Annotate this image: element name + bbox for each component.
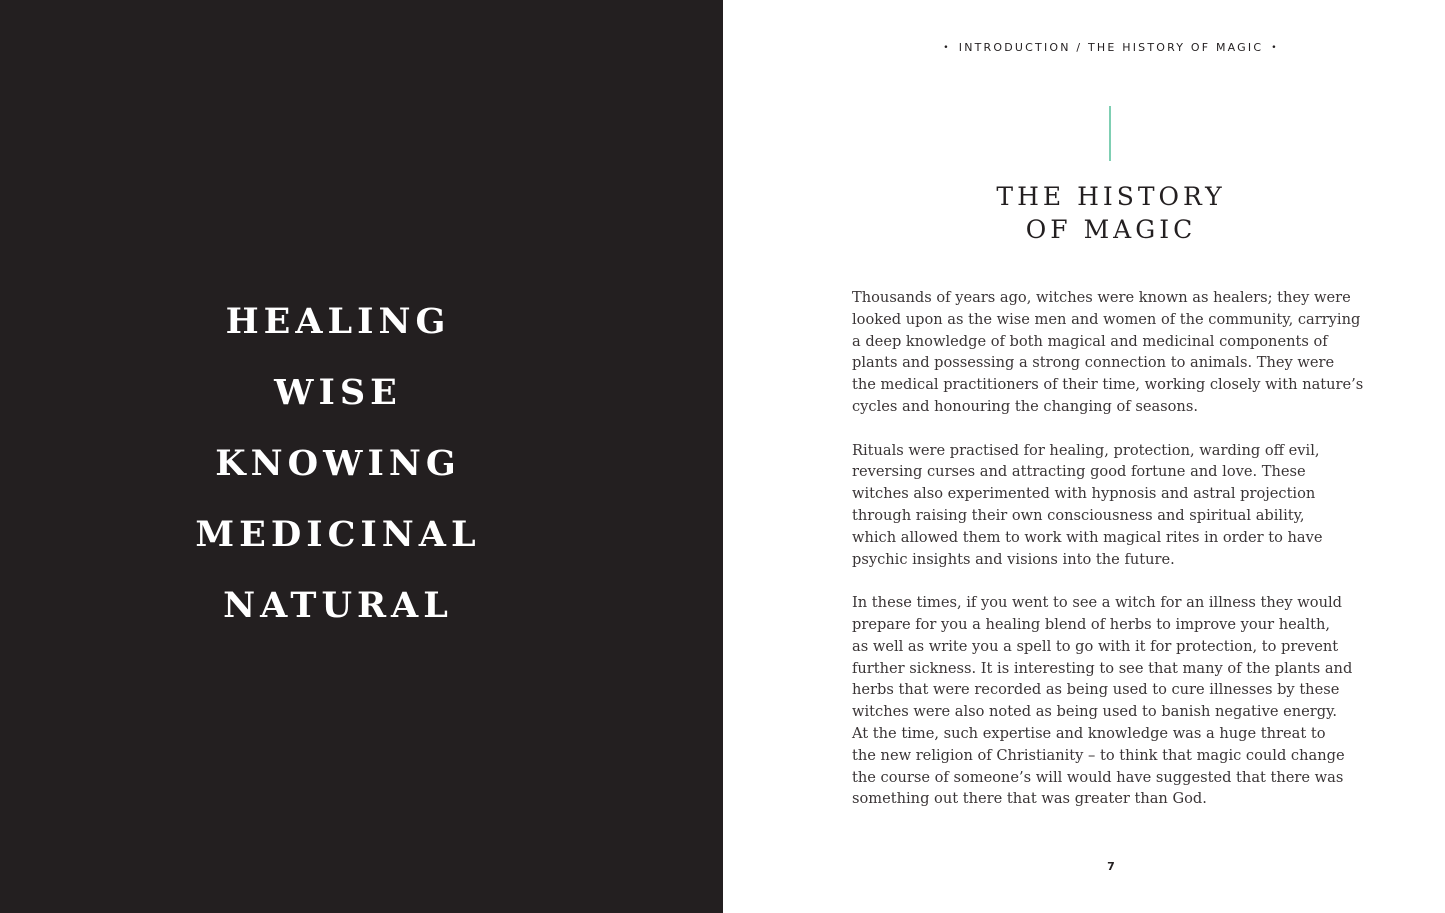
keyword-natural: NATURAL bbox=[223, 585, 453, 626]
keyword-healing: HEALING bbox=[225, 301, 451, 342]
body-text bbox=[852, 287, 1382, 832]
keyword-knowing: KNOWING bbox=[215, 443, 461, 484]
chapter-title bbox=[723, 180, 1445, 246]
running-head-text: INTRODUCTION / THE HISTORY OF MAGIC bbox=[958, 41, 1264, 54]
keyword-list bbox=[0, 286, 676, 641]
paragraph-1: Thousands of years ago, witches were known as healers; they were looked upon as the wise men and women of the community, carrying a deep knowledge of both magical and medicinal components of plants and possessing a strong connection to animals. They were the medical practitioners of their time, working closely with nature’s cycles and honouring the changing of seasons. bbox=[852, 289, 1364, 415]
accent-rule bbox=[1109, 106, 1111, 161]
chapter-title-line-1: THE HISTORY bbox=[996, 182, 1226, 211]
bullet-left: • bbox=[943, 43, 951, 53]
running-head bbox=[723, 41, 1445, 54]
paragraph-3: In these times, if you went to see a witch for an illness they would prepare for you a healing blend of herbs to improve your health, as well as write you a spell to go with it for protection, to prevent further sickness. It is interesting to see that many of the plants and herbs that were recorded as being used to cure illnesses by these witches were also noted as being used to banish negative energy. At the time, such expertise and knowledge was a huge threat to the new religion of Christianity – to think that magic could change the course of someone’s will would have suggested that there was something out there that was greater than God. bbox=[852, 594, 1353, 808]
chapter-title-line-2: OF MAGIC bbox=[1025, 215, 1197, 244]
keyword-wise: WISE bbox=[274, 372, 402, 413]
right-page bbox=[723, 0, 1445, 913]
paragraph-2: Rituals were practised for healing, protection, warding off evil, reversing curses and attracting good fortune and love. These witches also experimented with hypnosis and astral projection through raising their own consciousness and spiritual ability, which allowed them to work with magical rites in order to have psychic insights and visions into the future. bbox=[852, 441, 1323, 568]
page-number: 7 bbox=[1107, 860, 1115, 873]
bullet-right: • bbox=[1271, 43, 1279, 53]
keyword-medicinal: MEDICINAL bbox=[195, 514, 481, 555]
